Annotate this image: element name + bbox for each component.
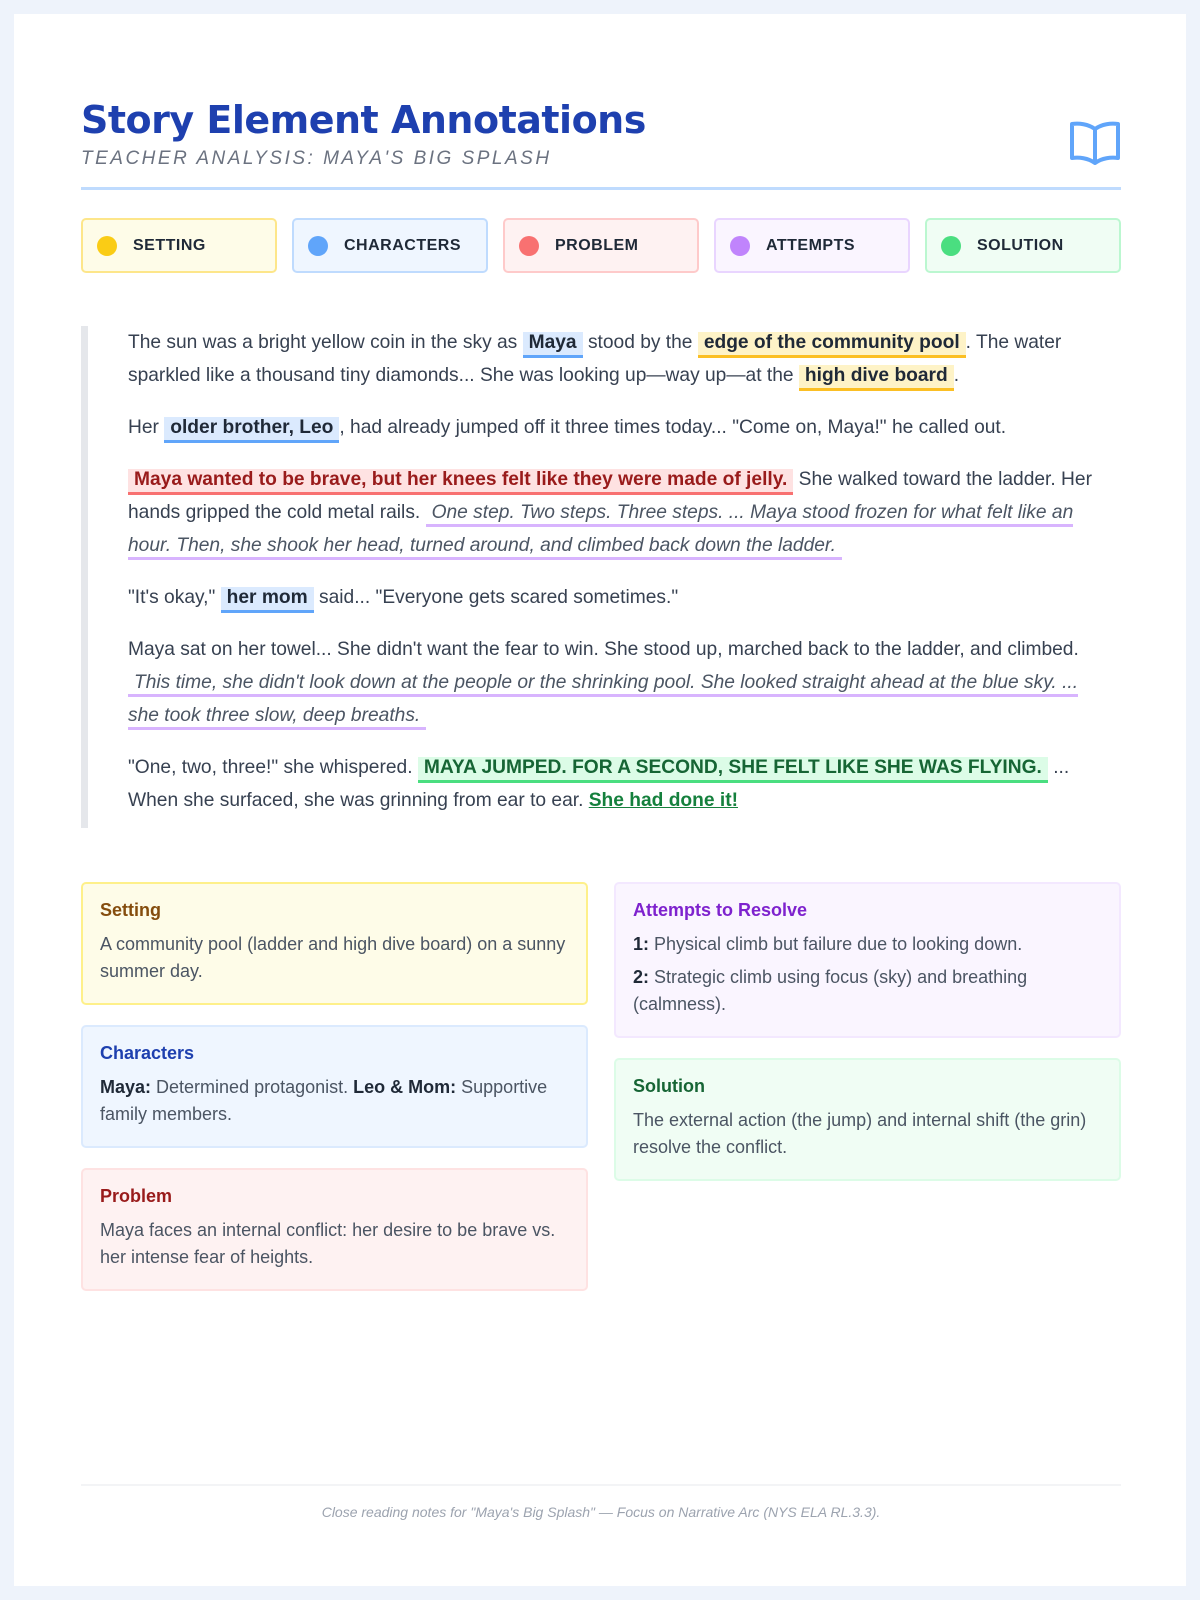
legend-attempts [714, 218, 910, 273]
story-text: . [953, 365, 960, 386]
story-text: "One, two, three!" she whispered. [128, 757, 418, 778]
legend-setting-label: SETTING [133, 236, 206, 254]
attempt-highlight: This time, she didn't look down at the people or the shrinking pool. She looked straight ahead at the blue sky. ... she took three slow, deep breaths. [128, 672, 1078, 730]
page [14, 14, 1186, 1586]
legend-setting [81, 218, 277, 273]
story-text: said... "Everyone gets scared sometimes." [313, 587, 679, 608]
problem-card [81, 1168, 588, 1291]
characters-text: Determined protagonist. [151, 1077, 354, 1097]
problem-dot [519, 236, 539, 256]
attempts-card-body [633, 931, 1102, 1018]
problem-card-body: Maya faces an internal conflict: her desire to be brave vs. her intense fear of heights. [100, 1220, 556, 1267]
setting-highlight: high dive board [799, 365, 954, 391]
attempts-card [614, 882, 1121, 1038]
page-title: Story Element Annotations [81, 98, 646, 142]
legend-problem [503, 218, 699, 273]
attempt-line [633, 964, 1102, 1018]
solution-card [614, 1058, 1121, 1181]
story-text: ... When she surfaced, she was grinning from ear to ear. [128, 757, 1070, 811]
story-text: Maya sat on her towel... She didn't want the fear to win. She stood up, marched back to the ladder, and climbed. [128, 639, 1079, 660]
characters-card [81, 1025, 588, 1148]
characters-dot [308, 236, 328, 256]
characters-card-body [100, 1074, 569, 1128]
story-text: stood by the [582, 332, 698, 353]
story-passage [81, 326, 1121, 828]
problem-highlight: Maya wanted to be brave, but her knees felt like they were made of jelly. [128, 469, 793, 495]
legend-problem-label: PROBLEM [555, 236, 639, 254]
setting-card-title: Setting [100, 900, 161, 920]
setting-dot [97, 236, 117, 256]
attempts-dot [730, 236, 750, 256]
story-paragraph [128, 463, 1113, 562]
story-paragraph [128, 581, 1113, 614]
attempt-number: 1: [633, 934, 650, 954]
character-highlight: her mom [221, 587, 314, 613]
setting-highlight: edge of the community pool [698, 332, 966, 358]
characters-label: Maya: [100, 1077, 152, 1097]
attempt-number: 2: [633, 967, 650, 987]
story-text: . The water sparkled like a thousand tiny diamonds... She was looking up—way up—at the [128, 332, 1062, 386]
legend-attempts-label: ATTEMPTS [766, 236, 856, 254]
character-highlight: Maya [523, 332, 583, 358]
character-highlight: older brother, Leo [164, 417, 339, 443]
legend-characters [292, 218, 488, 273]
resolution-text: She had done it! [588, 790, 738, 811]
solution-card-title: Solution [633, 1076, 705, 1096]
attempt-line [633, 931, 1102, 958]
story-text: Her [128, 417, 165, 438]
setting-card [81, 882, 588, 1005]
legend-solution-label: SOLUTION [977, 236, 1064, 254]
analysis-column-left [81, 882, 588, 1311]
story-paragraph [128, 751, 1113, 817]
book-open-icon [1069, 120, 1121, 166]
story-text: , had already jumped off it three times today... "Come on, Maya!" he called out. [339, 417, 1007, 438]
page-subtitle: TEACHER ANALYSIS: MAYA'S BIG SPLASH [81, 148, 552, 169]
solution-dot [941, 236, 961, 256]
solution-card-body: The external action (the jump) and internal shift (the grin) resolve the conflict. [633, 1110, 1087, 1157]
footer-note: Close reading notes for "Maya's Big Splash" — Focus on Narrative Arc (NYS ELA RL.3.3). [81, 1484, 1121, 1520]
story-paragraph [128, 633, 1113, 732]
setting-card-body: A community pool (ladder and high dive board) on a sunny summer day. [100, 934, 566, 981]
legend-solution [925, 218, 1121, 273]
attempt-text: Strategic climb using focus (sky) and breathing (calmness). [633, 967, 1028, 1014]
story-paragraph [128, 326, 1113, 392]
legend-characters-label: CHARACTERS [344, 236, 461, 254]
header [81, 98, 1121, 190]
story-paragraph [128, 411, 1113, 444]
analysis-column-right [614, 882, 1121, 1201]
story-text: She walked toward the ladder. Her hands gripped the cold metal rails. [128, 469, 1092, 523]
attempt-text: Physical climb but failure due to looking down. [649, 934, 1023, 954]
problem-card-title: Problem [100, 1186, 173, 1206]
attempts-card-title: Attempts to Resolve [633, 900, 808, 920]
story-text: "It's okay," [128, 587, 221, 608]
attempt-highlight: One step. Two steps. Three steps. ... Maya stood frozen for what felt like an hour. Then, she shook her head, turned around, and climbed back down the ladder. [128, 502, 1073, 560]
characters-card-title: Characters [100, 1043, 195, 1063]
story-text: The sun was a bright yellow coin in the sky as [128, 332, 523, 353]
legend [81, 218, 1121, 273]
characters-text: Supportive family members. [100, 1077, 548, 1124]
characters-label: Leo & Mom: [353, 1077, 457, 1097]
solution-highlight: MAYA JUMPED. FOR A SECOND, SHE FELT LIKE SHE WAS FLYING. [418, 757, 1048, 783]
